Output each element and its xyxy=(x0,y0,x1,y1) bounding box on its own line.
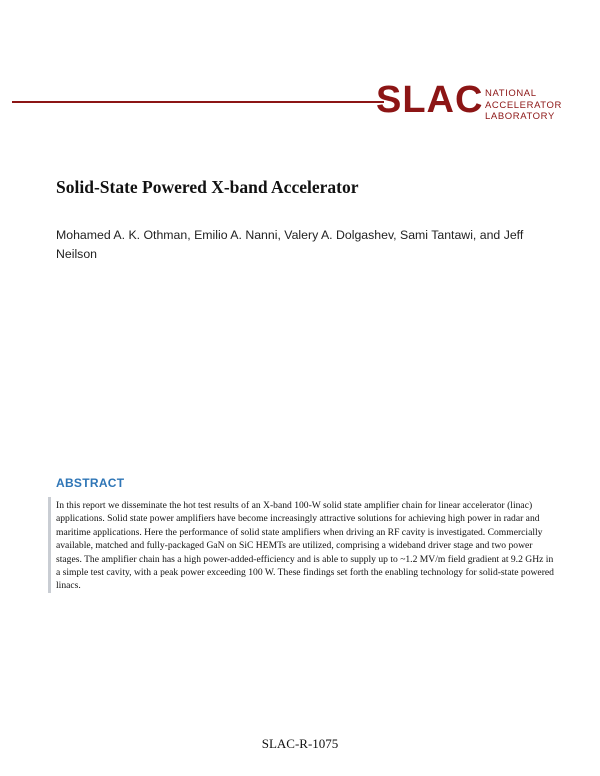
abstract-text: In this report we disseminate the hot test results of an X-band 100-W solid state amplifier chain for linear accelerator (linac) applications. Solid state power amplifiers have become increasingly attractive solutions for achieving high power in radar and maritime applications. Here the performance of solid state amplifiers when driving an RF cavity is investigated. Commercially available, matched and fully-packaged GaN on SiC HEMTs are utilized, comprising a wideband driver stage and two power stages. The amplifier chain has a high power-added-efficiency and is able to supply up to ~1.2 MV/m field gradient at 9.2 GHz in a simple test cavity, with a peak power exceeding 100 W. These findings set forth the enabling technology for solid-state powered linacs. xyxy=(56,500,554,592)
abstract-heading: ABSTRACT xyxy=(56,476,125,490)
abstract-sidebar-rule xyxy=(48,497,51,593)
logo-wordmark: SLAC xyxy=(376,79,484,121)
paper-title: Solid-State Powered X-band Accelerator xyxy=(56,177,359,197)
author-list: Mohamed A. K. Othman, Emilio A. Nanni, Valery A. Dolgashev, Sami Tantawi, and Jeff Neilson xyxy=(56,228,524,261)
logo-line: NATIONAL xyxy=(485,88,537,99)
logo-lab-name xyxy=(485,88,562,123)
report-number: SLAC-R-1075 xyxy=(261,736,339,751)
logo-line: LABORATORY xyxy=(485,111,555,122)
header-rule xyxy=(12,101,384,103)
logo-line: ACCELERATOR xyxy=(485,99,562,111)
